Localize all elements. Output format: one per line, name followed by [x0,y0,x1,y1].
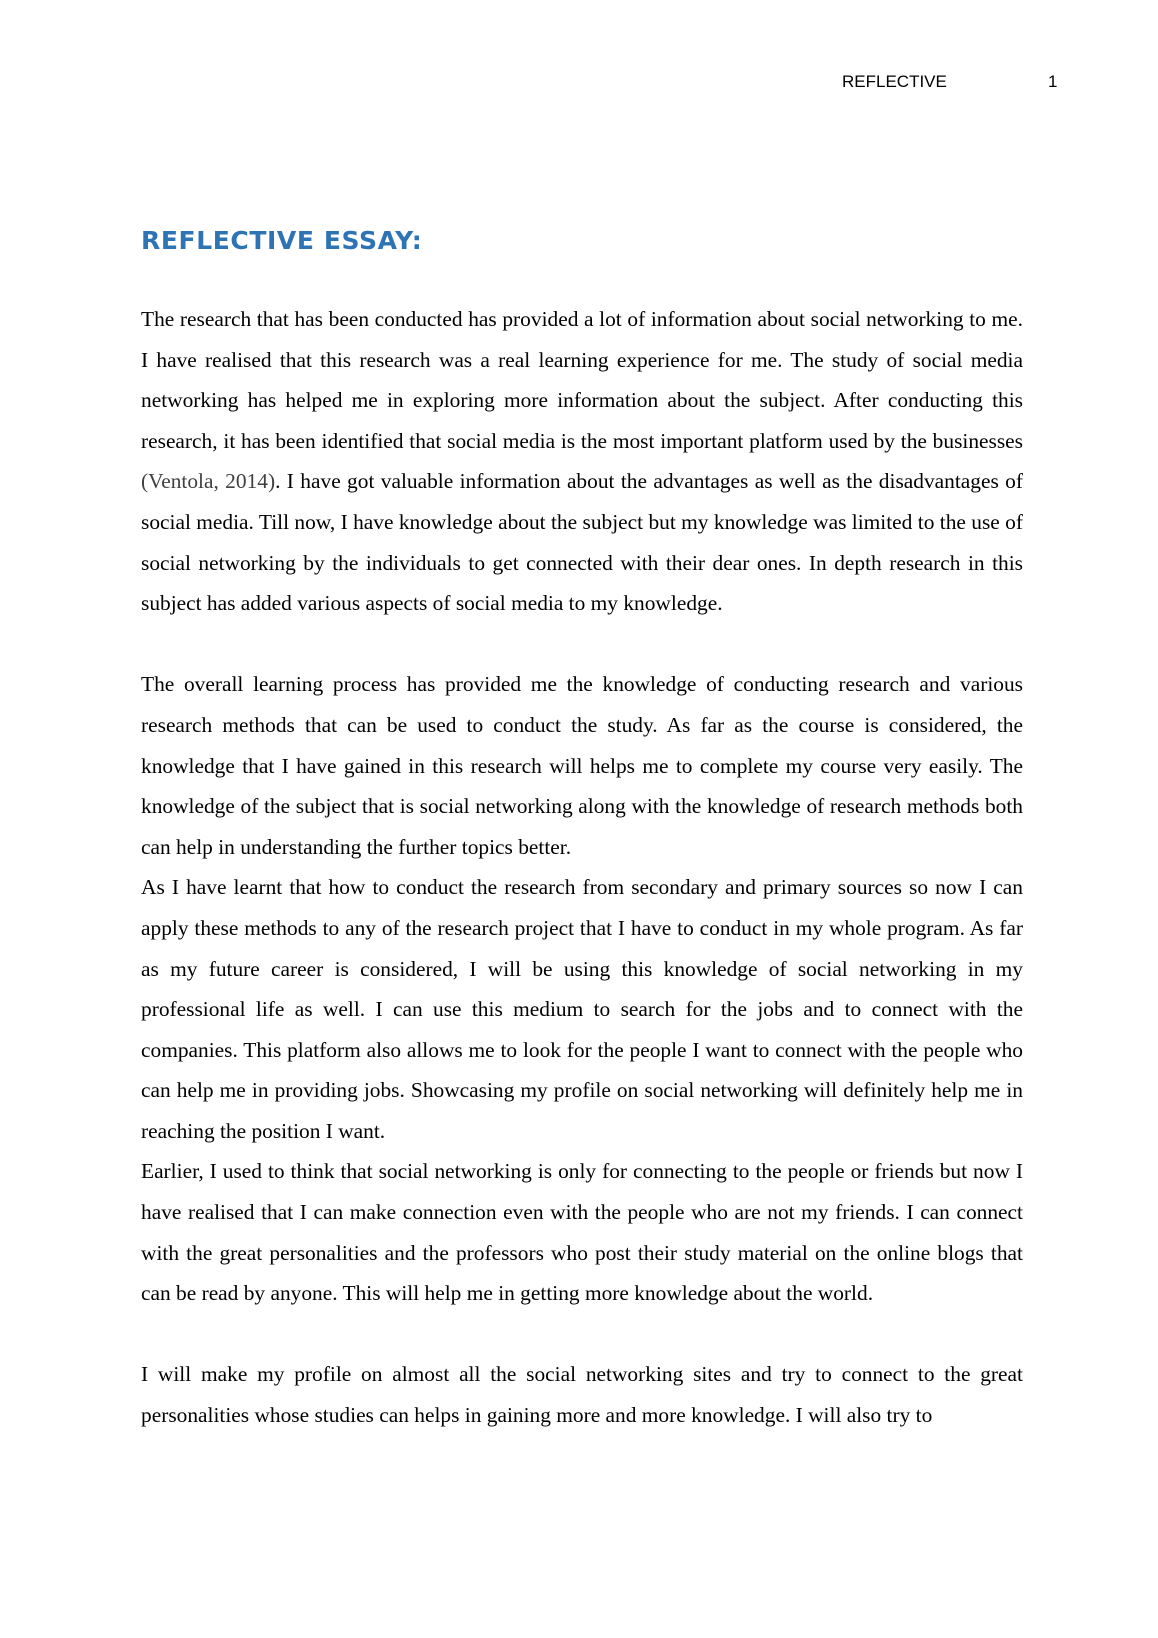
paragraph-4: Earlier, I used to think that social networking is only for connecting to the people or friends but now I have realised that I can make connection even with the people who are not my friends. I can connect with the great personalities and the professors who post their study material on the online blogs that can be read by anyone. This will help me in getting more knowledge about the world. [141,1159,1023,1306]
page-header [0,72,1158,96]
essay-body [141,299,1023,1436]
paragraph-5: I will make my profile on almost all the social networking sites and try to connect to the great personalities whose studies can helps in gaining more and more knowledge. I will also try to [141,1362,1023,1428]
paragraph-1 [141,299,1023,624]
paragraph-3: As I have learnt that how to conduct the research from secondary and primary sources so now I can apply these methods to any of the research project that I have to conduct in my whole program. As far as my future career is considered, I will be using this knowledge of social networking in my professional life as well. I can use this medium to search for the jobs and to connect with the companies. This platform also allows me to look for the people I want to connect with the people who can help me in providing jobs. Showcasing my profile on social networking will definitely help me in reaching the position I want. [141,875,1023,1143]
page-number: 1 [1048,72,1058,91]
running-head: REFLECTIVE [842,72,947,91]
citation: (Ventola, 2014) [141,469,276,494]
paragraph-2: The overall learning process has provided me the knowledge of conducting research and various research methods that can be used to conduct the study. As far as the course is considered, the knowledge that I have gained in this research will helps me to complete my course very easily. The knowledge of the subject that is social networking along with the knowledge of research methods both can help in understanding the further topics better. [141,672,1023,859]
paragraph-1-text-b: . I have got valuable information about the advantages as well as the disadvantages of social media. Till now, I have knowledge about the subject but my knowledge was limited to the use of social networking by the individuals to get connected with their dear ones. In depth research in this subject has added various aspects of social media to my knowledge. [141,469,1023,616]
essay-title: REFLECTIVE ESSAY: [141,226,423,255]
paragraph-1-text-a: The research that has been conducted has provided a lot of information about social networking to me. I have realised that this research was a real learning experience for me. The study of social media networking has helped me in exploring more information about the subject. After conducting this research, it has been identified that social media is the most important platform used by the businesses [141,307,1023,453]
